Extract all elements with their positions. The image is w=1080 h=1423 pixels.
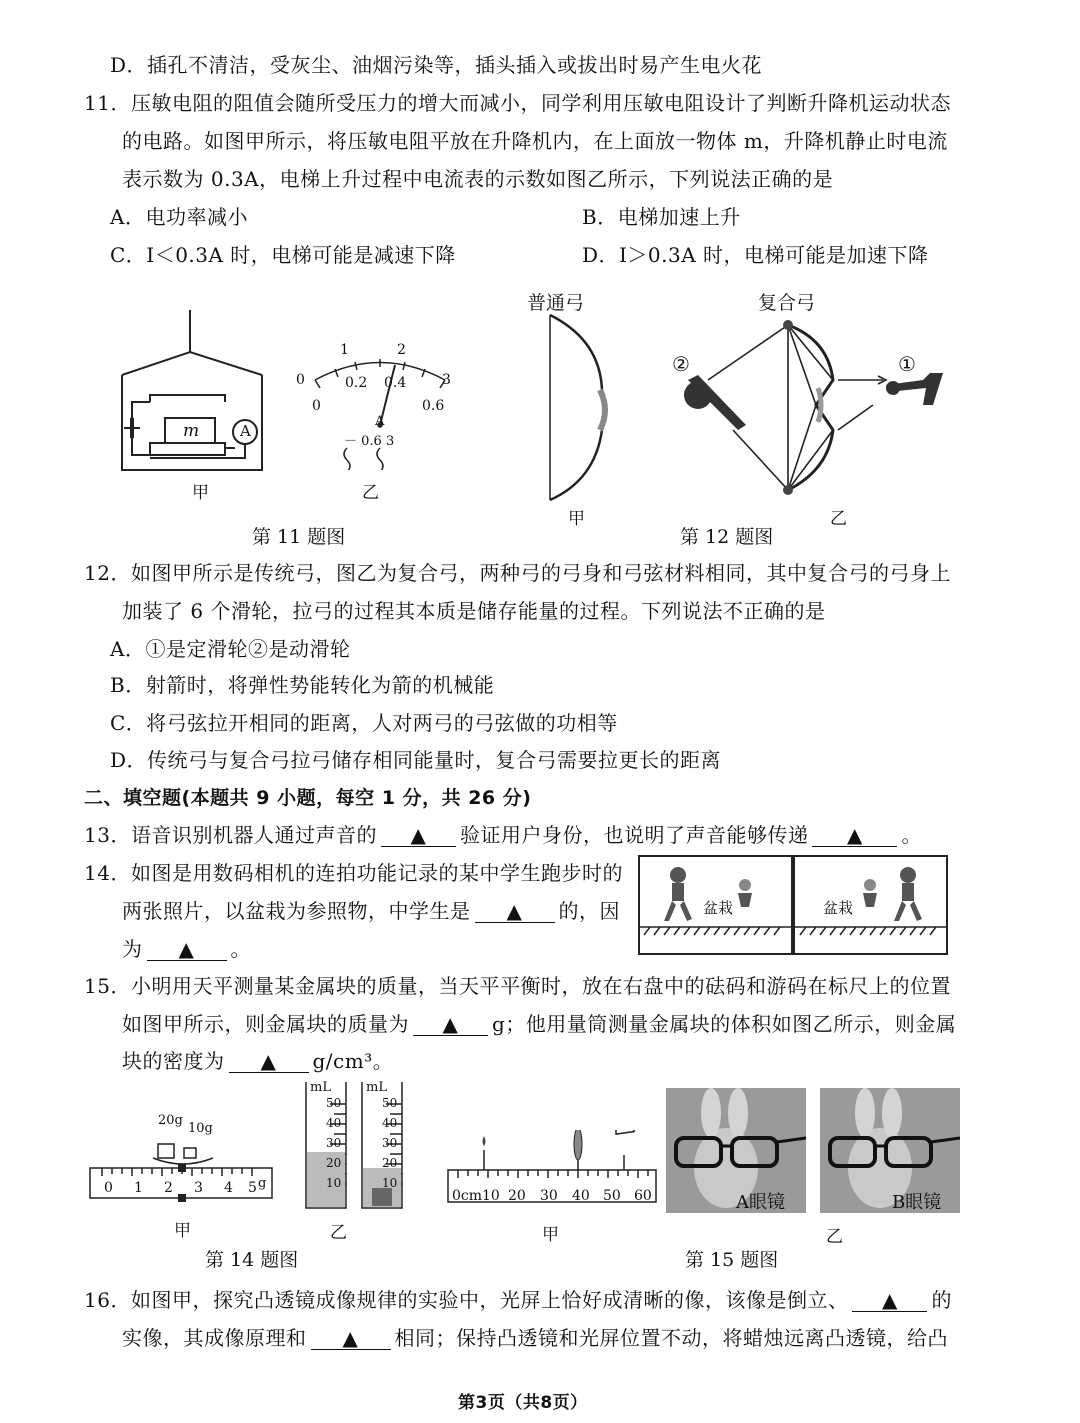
q15-l3-pre: 块的密度为 [122, 1049, 225, 1073]
q15-l2-pre: 如图甲所示，则金属块的质量为 [122, 1012, 409, 1036]
q16-line1 [84, 1287, 952, 1313]
section2-title: 二、填空题(本题共 9 小题，每空 1 分，共 26 分) [84, 787, 532, 809]
q16-l1-end: 的 [931, 1288, 952, 1312]
q10-option-d: D．插孔不清洁，受灰尘、油烟污染等，插头插入或拔出时易产生电火花 [110, 53, 763, 77]
fig14-cyl2-50: 50 [382, 1096, 398, 1110]
q11-stem-line1: 11．压敏电阻的阻值会随所受压力的增大而减小，同学利用压敏电阻设计了判断升降机运动状态 [84, 91, 951, 115]
q14-l3-pre: 为 [122, 937, 143, 961]
fig14-cyl2-10: 10 [382, 1176, 398, 1190]
q12-option-d: D．传统弓与复合弓拉弓储存相同能量时，复合弓需要拉更长的距离 [110, 748, 722, 772]
fig14-tick-4: 4 [224, 1180, 233, 1196]
fig14-label-jia: 甲 [174, 1221, 191, 1241]
fig14-tick-3: 3 [194, 1180, 203, 1196]
q11-option-b: B．电梯加速上升 [582, 205, 741, 229]
fig15-label-yi: 乙 [826, 1227, 843, 1247]
fig14-cyl1-40: 40 [326, 1116, 342, 1130]
q14-blank1: ▲ [475, 900, 555, 923]
q15-line3 [122, 1048, 393, 1074]
fig11-top-1: 1 [340, 342, 349, 358]
fig14-label-yi: 乙 [330, 1223, 347, 1243]
q16-l1-pre: 16．如图甲，探究凸透镜成像规律的实验中，光屏上恰好成清晰的像，该像是倒立、 [84, 1288, 849, 1312]
q14-l2-pre: 两张照片，以盆栽为参照物，中学生是 [122, 899, 471, 923]
fig12-normal-bow-label: 普通弓 [527, 292, 585, 314]
q16-blank1: ▲ [852, 1289, 927, 1312]
fig11-bottom-06: 0.6 [422, 398, 445, 414]
q14-plant-label-2: 盆栽 [823, 899, 854, 917]
q13-mid: 验证用户身份，也说明了声音能够传递 [459, 823, 809, 847]
q13-blank1: ▲ [381, 824, 456, 847]
q15-l3-end: g/cm³。 [312, 1049, 394, 1073]
q16-line2 [122, 1325, 948, 1351]
fig14-tick-5: 5 [248, 1180, 257, 1196]
fig14-cyl2-20: 20 [382, 1156, 398, 1170]
fig11-top-0: 0 [296, 372, 305, 388]
fig14-balance-scale [88, 1130, 278, 1220]
q12-option-b: B．射箭时，将弹性势能转化为箭的机械能 [110, 673, 495, 697]
fig14-weight-20g: 20g [158, 1113, 183, 1128]
fig12-normal-bow [540, 310, 620, 505]
q14-running-photos [638, 855, 948, 955]
fig15-label-jia: 甲 [542, 1225, 559, 1245]
fig14-caption: 第 14 题图 [205, 1249, 299, 1271]
fig14-cyl2-40: 40 [382, 1116, 398, 1130]
q16-l2-end: 相同；保持凸透镜和光屏位置不动，将蜡烛远离凸透镜，给凸 [394, 1326, 948, 1350]
fig15-photo-a-label: A眼镜 [736, 1192, 785, 1213]
fig15-caption: 第 15 题图 [685, 1249, 779, 1271]
q14-line2 [122, 898, 620, 924]
fig11-caption: 第 11 题图 [252, 526, 346, 548]
q13-end: 。 [901, 823, 922, 847]
fig12-mark-2: ② [672, 352, 690, 376]
fig14-ml-1: mL [310, 1080, 331, 1095]
fig11-mass-label: m [183, 421, 200, 441]
q14-line3 [122, 936, 251, 962]
q16-blank2: ▲ [311, 1327, 391, 1350]
fig11-bottom-04: 0.4 [384, 375, 407, 391]
fig15-rule-20: 20 [508, 1188, 526, 1204]
q12-option-c: C．将弓弦拉开相同的距离，人对两弓的弓弦做的功相等 [110, 711, 618, 735]
page-footer: 第3页（共8页） [458, 1393, 588, 1413]
q12-stem-line2: 加装了 6 个滑轮，拉弓的过程其本质是储存能量的过程。下列说法不正确的是 [122, 599, 826, 623]
q15-blank1: ▲ [413, 1013, 488, 1036]
q15-stem-line1: 15．小明用天平测量某金属块的质量，当天平平衡时，放在右盘中的砝码和游码在标尺上的位置 [84, 974, 951, 998]
fig14-tick-2: 2 [164, 1180, 173, 1196]
fig14-cyl1-10: 10 [326, 1176, 342, 1190]
fig11-bottom-02: 0.2 [345, 375, 368, 391]
fig14-unit-g: g [258, 1176, 267, 1191]
fig15-rule-40: 40 [572, 1188, 590, 1204]
fig15-rule-60: 60 [634, 1188, 652, 1204]
fig12-label-yi: 乙 [830, 509, 847, 529]
fig11-bottom-0: 0 [312, 398, 321, 414]
q13-blank2: ▲ [812, 824, 897, 847]
q12-option-a: A．①是定滑轮②是动滑轮 [110, 637, 351, 661]
q12-stem-line1: 12．如图甲所示是传统弓，图乙为复合弓，两种弓的弓身和弓弦材料相同，其中复合弓的弓身上 [84, 561, 951, 585]
q11-stem-line2: 的电路。如图甲所示，将压敏电阻平放在升降机内，在上面放一物体 m，升降机静止时电流 [122, 129, 948, 153]
q15-blank2: ▲ [229, 1050, 309, 1073]
fig15-photo-b-label: B眼镜 [892, 1192, 942, 1213]
fig11-ammeter-label: A [240, 422, 251, 440]
q11-option-a: A．电功率减小 [110, 205, 248, 229]
fig15-photo-b [820, 1088, 960, 1213]
q11-stem-line3: 表示数为 0.3A，电梯上升过程中电流表的示数如图乙所示，下列说法正确的是 [122, 167, 834, 191]
fig15-photo-a [666, 1088, 806, 1213]
q13-pre: 13．语音识别机器人通过声音的 [84, 823, 377, 847]
q14-plant-label-1: 盆栽 [703, 899, 734, 917]
q11-option-d: D．I＞0.3A 时，电梯可能是加速下降 [582, 243, 929, 267]
fig15-rule-0: 0cm10 [452, 1188, 500, 1204]
fig12-caption: 第 12 题图 [680, 526, 774, 548]
fig14-weight-10g: 10g [188, 1121, 213, 1136]
q14-l2-end: 的，因 [558, 899, 620, 923]
q15-l2-end: g；他用量筒测量金属块的体积如图乙所示，则金属 [492, 1012, 957, 1036]
fig11-terminals: － 0.6 3 [344, 434, 395, 449]
fig14-tick-1: 1 [134, 1180, 143, 1196]
fig12-mark-1: ① [898, 352, 916, 376]
q14-blank2: ▲ [147, 938, 227, 961]
q14-stem-line1: 14．如图是用数码相机的连拍功能记录的某中学生跑步时的 [84, 861, 623, 885]
q15-line2 [122, 1011, 956, 1037]
fig14-cyl1-30: 30 [326, 1136, 342, 1150]
q16-l2-pre: 实像，其成像原理和 [122, 1326, 307, 1350]
q13-line [84, 822, 922, 848]
fig14-tick-0: 0 [104, 1180, 113, 1196]
fig12-compound-bow [668, 310, 953, 505]
fig11-label-yi: 乙 [362, 483, 379, 503]
fig15-rule-30: 30 [540, 1188, 558, 1204]
fig11-top-3: 3 [442, 372, 451, 388]
fig15-rule-50: 50 [603, 1188, 621, 1204]
fig12-compound-bow-label: 复合弓 [758, 292, 816, 314]
q11-option-c: C．I＜0.3A 时，电梯可能是减速下降 [110, 243, 456, 267]
fig14-cyl1-20: 20 [326, 1156, 342, 1170]
fig11-label-jia: 甲 [192, 483, 209, 503]
fig14-ml-2: mL [366, 1080, 387, 1095]
q14-l3-end: 。 [230, 937, 251, 961]
fig12-label-jia: 甲 [568, 509, 585, 529]
fig11-unit: A [375, 414, 385, 429]
fig14-cyl2-30: 30 [382, 1136, 398, 1150]
fig11-top-2: 2 [397, 342, 406, 358]
fig14-cyl1-50: 50 [326, 1096, 342, 1110]
